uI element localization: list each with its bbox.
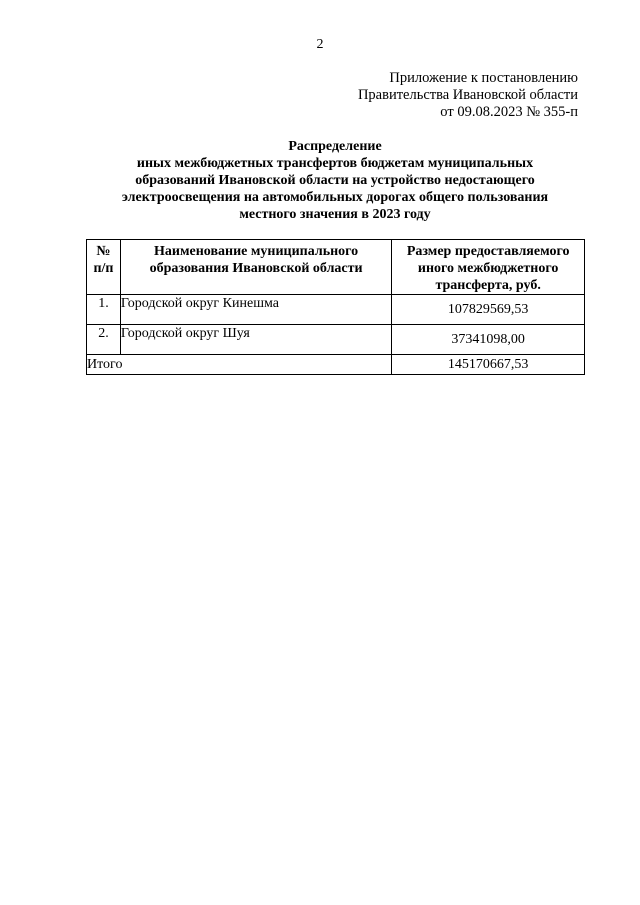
title-line-2: иных межбюджетных трансфертов бюджетам муниципальных <box>136 156 534 171</box>
row-amount: 107829569,53 <box>392 295 585 325</box>
header-amount-line-2: иного межбюджетного <box>417 261 559 276</box>
header-municipality-name <box>120 240 391 295</box>
total-amount: 145170667,53 <box>392 355 585 375</box>
header-number-line-1: № <box>96 244 111 259</box>
appendix-line-2: Правительства Ивановской области <box>357 87 578 103</box>
table-row <box>87 295 585 325</box>
row-amount: 37341098,00 <box>392 325 585 355</box>
row-municipality: Городской округ Шуя <box>120 325 391 355</box>
distribution-table <box>86 239 585 375</box>
header-name-line-2: образования Ивановской области <box>149 261 363 276</box>
header-amount-line-3: трансферта, руб. <box>435 278 541 293</box>
title-line-5: местного значения в 2023 году <box>239 207 431 222</box>
table-total-row <box>87 355 585 375</box>
page-number: 2 <box>316 37 324 52</box>
row-number: 1. <box>87 295 121 325</box>
header-transfer-amount <box>392 240 585 295</box>
header-number <box>87 240 121 295</box>
row-municipality: Городской округ Кинешма <box>120 295 391 325</box>
document-title <box>80 138 590 223</box>
appendix-line-3: от 09.08.2023 № 355-п <box>440 104 578 120</box>
header-number-line-2: п/п <box>93 261 114 276</box>
appendix-line-1: Приложение к постановлению <box>389 70 578 86</box>
total-label: Итого <box>87 355 392 375</box>
title-line-1: Распределение <box>288 139 382 154</box>
header-name-line-1: Наименование муниципального <box>154 244 359 259</box>
appendix-reference <box>358 70 578 121</box>
table-header-row <box>87 240 585 295</box>
title-line-3: образований Ивановской области на устройство недостающего <box>135 173 535 188</box>
row-number: 2. <box>87 325 121 355</box>
title-line-4: электроосвещения на автомобильных дорогах общего пользования <box>121 190 549 205</box>
table-row <box>87 325 585 355</box>
header-amount-line-1: Размер предоставляемого <box>406 244 570 259</box>
